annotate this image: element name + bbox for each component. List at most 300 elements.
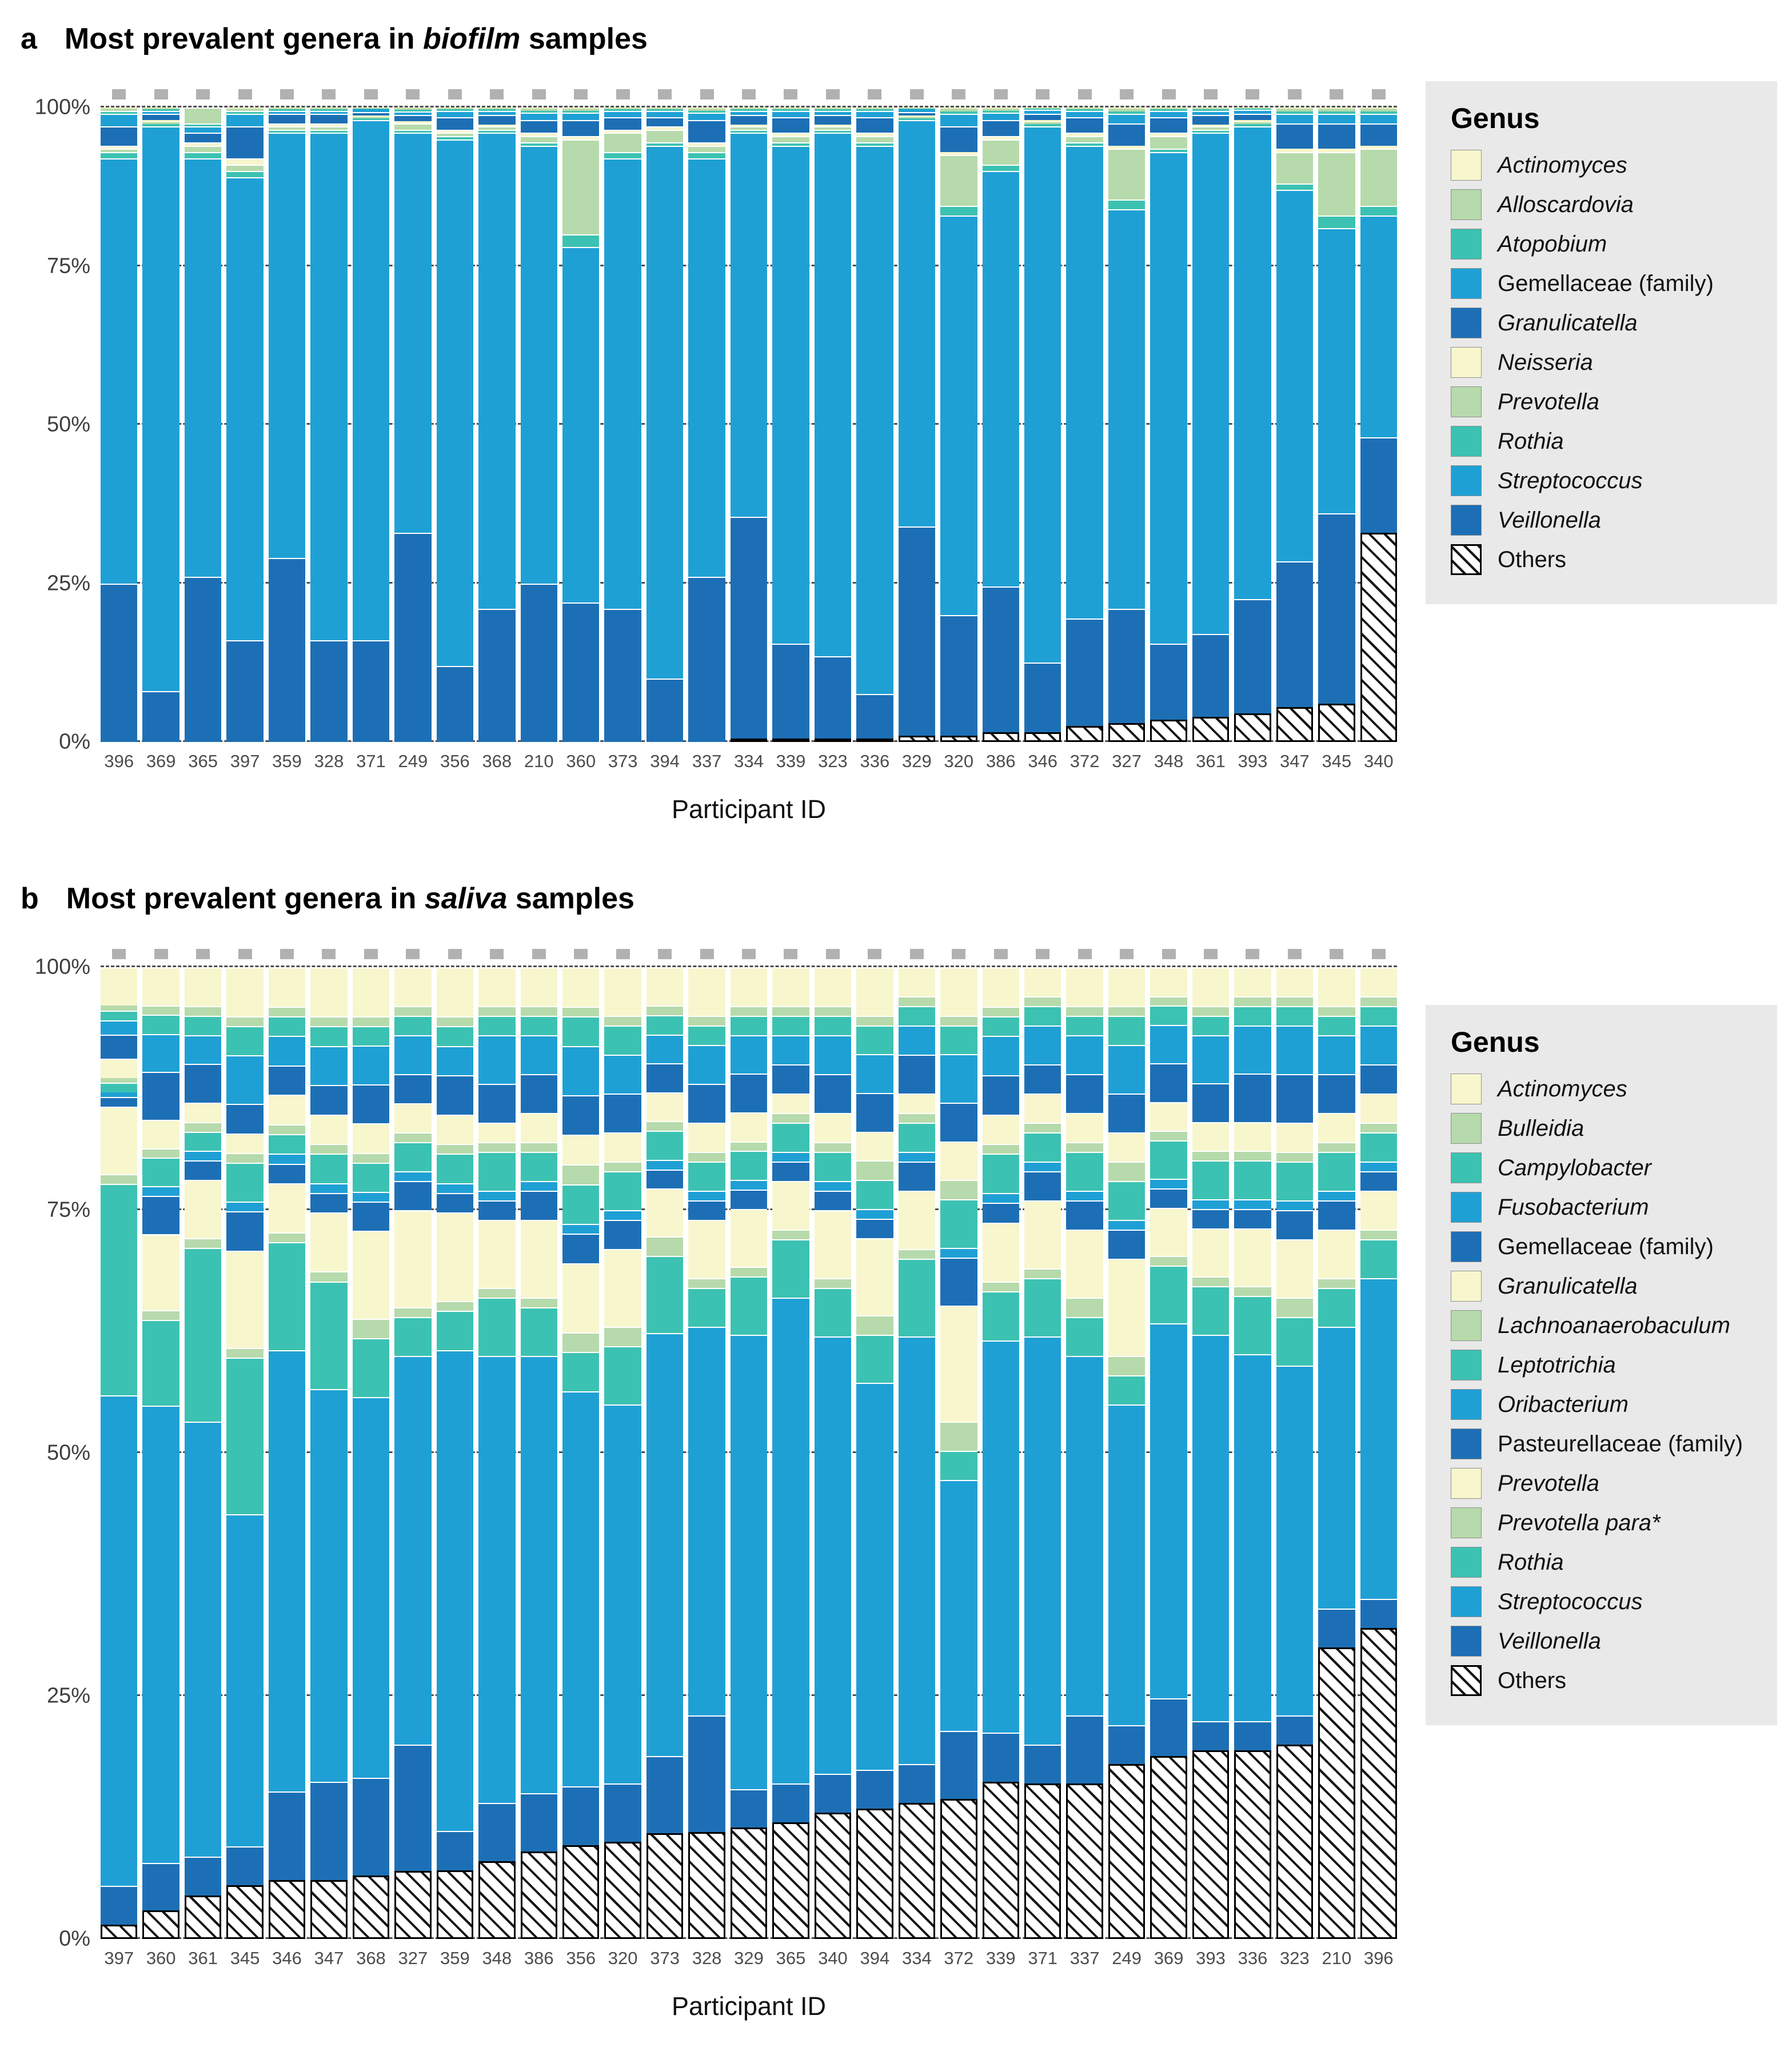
bar-segment <box>899 967 935 996</box>
bar-segment <box>1150 1131 1187 1140</box>
bar-segment <box>731 1112 767 1142</box>
bar-segment <box>1276 1298 1313 1317</box>
bar-segment <box>1234 1209 1271 1228</box>
bar <box>394 967 431 1939</box>
bar-column <box>185 967 221 1939</box>
bar-segment <box>1192 1016 1229 1035</box>
bar-segment <box>1108 1764 1145 1939</box>
bar-segment <box>269 1016 305 1036</box>
bar <box>899 107 935 742</box>
legend-label: Gemellaceae (family) <box>1498 270 1714 296</box>
legend-swatch <box>1451 308 1482 338</box>
bar-segment <box>185 1035 221 1064</box>
bar-segment <box>1066 1016 1103 1035</box>
bar-segment <box>562 247 599 602</box>
bar-segment <box>1108 1259 1145 1356</box>
bar-segment <box>562 120 599 136</box>
x-tick-label: 368 <box>356 1948 386 1968</box>
bar-segment <box>1066 1200 1103 1230</box>
bar-marker <box>1204 949 1218 959</box>
legend-swatch <box>1451 1586 1482 1617</box>
bar-segment <box>394 111 431 115</box>
bar-segment <box>269 1036 305 1066</box>
bar-column <box>604 107 641 742</box>
bar-segment <box>940 155 977 206</box>
legend-item <box>1451 1271 1752 1302</box>
bar-segment <box>899 1006 935 1025</box>
bar-segment <box>437 1115 473 1144</box>
bar-segment <box>1234 967 1271 996</box>
bar-segment <box>185 1016 221 1035</box>
bar <box>815 107 851 742</box>
bar-segment <box>731 115 767 125</box>
bar-segment <box>562 1135 599 1164</box>
bar-segment <box>437 1350 473 1831</box>
bar-segment <box>1066 111 1103 117</box>
legend-item <box>1451 1074 1752 1104</box>
bar-segment <box>688 1278 725 1288</box>
bar-segment <box>772 644 809 739</box>
x-tick-label: 386 <box>985 751 1016 771</box>
bar-segment <box>1066 1035 1103 1074</box>
legend-swatch <box>1451 1468 1482 1499</box>
bar-segment <box>604 1162 641 1171</box>
bar-segment <box>856 117 893 133</box>
legend-item <box>1451 1428 1752 1459</box>
bar-segment <box>353 1026 389 1046</box>
bar-segment <box>856 1054 893 1093</box>
bar-column <box>1360 967 1397 1939</box>
bar <box>1150 107 1187 742</box>
bar-segment <box>142 1234 179 1310</box>
bar-segment <box>437 1311 473 1350</box>
bar-column <box>815 107 851 742</box>
bar-segment <box>1360 1123 1397 1132</box>
bar-segment <box>856 1209 893 1219</box>
bar-segment <box>1066 967 1103 1006</box>
bar-segment <box>856 1238 893 1315</box>
bar-segment <box>437 666 473 742</box>
bar-segment <box>521 146 557 584</box>
bar-segment <box>226 1846 263 1885</box>
bar-column <box>772 107 809 742</box>
x-tick-label: 345 <box>230 1948 260 1968</box>
bar-segment <box>1276 152 1313 184</box>
bar-column <box>1108 967 1145 1939</box>
bar-segment <box>310 967 347 1016</box>
x-tick-label: 359 <box>272 751 302 771</box>
bar-segment <box>353 112 389 116</box>
bar-segment <box>521 120 557 133</box>
legend-label: Leptotrichia <box>1498 1352 1616 1378</box>
bar-segment <box>1150 1756 1187 1939</box>
bar-column <box>226 967 263 1939</box>
legend-swatch <box>1451 386 1482 417</box>
bar-segment <box>856 1016 893 1025</box>
bar-segment <box>394 115 431 121</box>
bar-segment <box>1192 1160 1229 1199</box>
panel-title-part: biofilm <box>422 22 521 55</box>
bar-segment <box>815 1210 851 1278</box>
bar-segment <box>856 1025 893 1055</box>
bar-segment <box>856 136 893 142</box>
bar-marker <box>238 949 252 959</box>
panel-title <box>21 881 1777 916</box>
bar-segment <box>815 1181 851 1191</box>
bar-segment <box>478 1123 515 1142</box>
legend-item <box>1451 229 1752 260</box>
bar-segment <box>983 1016 1019 1036</box>
bar-segment <box>1360 1064 1397 1094</box>
bar-segment <box>353 1084 389 1123</box>
bar-segment <box>353 1192 389 1202</box>
x-tick-label: 329 <box>901 751 932 771</box>
legend-item <box>1451 426 1752 457</box>
bar-segment <box>646 967 683 1005</box>
bar-segment <box>226 177 263 640</box>
bar-segment <box>899 1094 935 1113</box>
bar-segment <box>688 1327 725 1715</box>
bar-marker <box>1288 89 1302 99</box>
bar-segment <box>1066 1152 1103 1191</box>
legend-item <box>1451 268 1752 299</box>
bar-segment <box>940 1799 977 1939</box>
x-tick-label: 396 <box>1363 1948 1394 1968</box>
bar-segment <box>478 1035 515 1084</box>
y-tick-label: 75% <box>46 254 90 278</box>
bar-segment <box>521 1035 557 1074</box>
bar-marker <box>112 89 126 99</box>
panel-saliva <box>15 881 1777 2021</box>
bar-segment <box>688 158 725 577</box>
bar-segment <box>142 1034 179 1072</box>
bar-segment <box>1066 619 1103 727</box>
y-tick-label: 75% <box>46 1198 90 1222</box>
bar-segment <box>185 158 221 577</box>
bar-segment <box>521 1113 557 1142</box>
bar-segment <box>394 1356 431 1745</box>
bar-segment <box>478 1200 515 1220</box>
bar-segment <box>101 1020 137 1035</box>
legend-swatch <box>1451 1350 1482 1380</box>
bar <box>772 967 809 1939</box>
bar-marker <box>826 949 840 959</box>
bar-segment <box>1234 1750 1271 1939</box>
x-tick-label: 356 <box>566 1948 596 1968</box>
bar-segment <box>604 1055 641 1094</box>
bar <box>1234 967 1271 1939</box>
bar-segment <box>101 114 137 126</box>
legend-item <box>1451 347 1752 378</box>
legend-swatch <box>1451 465 1482 496</box>
bar-segment <box>437 1016 473 1026</box>
bar-segment <box>772 117 809 133</box>
bar-segment <box>646 1092 683 1121</box>
legend-item <box>1451 1389 1752 1420</box>
bar-segment <box>940 1258 977 1306</box>
legend-swatch <box>1451 1428 1482 1459</box>
bar-segment <box>185 152 221 158</box>
bar <box>562 967 599 1939</box>
bar-segment <box>856 1770 893 1809</box>
legend-label: Actinomyces <box>1498 152 1627 178</box>
x-tick-label: 320 <box>608 1948 638 1968</box>
bar-column <box>142 967 179 1939</box>
bar-segment <box>478 1191 515 1200</box>
bar-segment <box>142 1186 179 1196</box>
bar-segment <box>1318 152 1355 216</box>
bar-segment <box>1066 136 1103 142</box>
bar-segment <box>688 1152 725 1162</box>
legend-item <box>1451 308 1752 338</box>
bar-segment <box>185 1160 221 1180</box>
legend-label: Others <box>1498 1667 1567 1693</box>
bar-segment <box>226 1153 263 1163</box>
bar-segment <box>310 133 347 640</box>
bar-segment <box>478 1006 515 1016</box>
bar-segment <box>1276 1152 1313 1162</box>
bar-segment <box>353 1231 389 1319</box>
bar-column <box>269 107 305 742</box>
bar-segment <box>1318 114 1355 123</box>
bar-segment <box>1318 228 1355 514</box>
bar-segment <box>1192 111 1229 115</box>
bar-segment <box>269 1066 305 1095</box>
bar-segment <box>604 133 641 151</box>
legend-swatch <box>1451 1152 1482 1183</box>
bar-segment <box>1192 1286 1229 1335</box>
bar-segment <box>226 1026 263 1055</box>
bar-segment <box>1360 533 1397 742</box>
bar-segment <box>185 1180 221 1238</box>
bar-column <box>899 967 935 1939</box>
bar-segment <box>394 533 431 742</box>
bar-marker <box>994 89 1008 99</box>
bar-column <box>940 107 977 742</box>
bar-segment <box>1192 1276 1229 1286</box>
bar-segment <box>940 126 977 151</box>
bar-segment <box>437 1046 473 1076</box>
bar-marker <box>742 949 756 959</box>
x-tick-label: 373 <box>650 1948 680 1968</box>
bar-segment <box>815 1191 851 1210</box>
bar-segment <box>478 1861 515 1939</box>
legend-item <box>1451 189 1752 220</box>
bar-segment <box>521 1298 557 1307</box>
bar-segment <box>1108 1230 1145 1259</box>
bar-segment <box>688 1162 725 1191</box>
bar-segment <box>562 1263 599 1332</box>
bar-segment <box>772 1064 809 1094</box>
bar-segment <box>521 967 557 1006</box>
bar-segment <box>772 1016 809 1035</box>
bar-segment <box>1234 1160 1271 1199</box>
bar-segment <box>815 1142 851 1152</box>
bar <box>437 967 473 1939</box>
bar-segment <box>772 1822 809 1939</box>
bar-segment <box>1192 634 1229 716</box>
bar-segment <box>1024 1123 1061 1132</box>
legend-item <box>1451 1507 1752 1538</box>
bar-segment <box>1318 513 1355 704</box>
x-axis-title: Participant ID <box>671 1992 827 2021</box>
bar-segment <box>899 1055 935 1094</box>
bar-segment <box>983 1203 1019 1222</box>
bar-segment <box>521 1074 557 1113</box>
bar-marker <box>994 949 1008 959</box>
bar <box>604 967 641 1939</box>
bar-segment <box>437 1154 473 1183</box>
bar-segment <box>856 967 893 1016</box>
bar-segment <box>1276 1366 1313 1715</box>
panel-title-part: Most prevalent genera in <box>64 22 423 55</box>
bar-segment <box>983 139 1019 165</box>
legend-item <box>1451 1113 1752 1144</box>
x-tick-label: 386 <box>524 1948 554 1968</box>
bar-segment <box>226 1348 263 1358</box>
bar-segment <box>269 1134 305 1154</box>
bar-segment <box>478 115 515 125</box>
bar-column <box>1192 967 1229 1939</box>
y-tick-label: 25% <box>46 1683 90 1708</box>
bar <box>142 107 179 742</box>
bar-segment <box>1150 111 1187 117</box>
x-tick-label: 210 <box>1322 1948 1352 1968</box>
x-tick-label: 394 <box>650 751 680 771</box>
bar-segment <box>1192 1209 1229 1228</box>
bar-marker <box>658 89 672 99</box>
bar-segment <box>521 584 557 743</box>
bar-segment <box>1360 996 1397 1006</box>
legend-label: Granulicatella <box>1498 1273 1638 1299</box>
bar-marker <box>1162 89 1176 99</box>
bar-marker <box>280 949 294 959</box>
bar-segment <box>226 1211 263 1250</box>
bar-segment <box>437 139 473 666</box>
panel-title-text <box>66 881 634 916</box>
panel-biofilm <box>15 22 1777 824</box>
bar-segment <box>478 111 515 115</box>
bar-segment <box>772 1162 809 1181</box>
x-tick-label: 327 <box>1112 751 1142 771</box>
x-tick-label: 361 <box>188 1948 218 1968</box>
bar-column <box>772 967 809 1939</box>
bar-column <box>646 967 683 1939</box>
bar <box>226 107 263 742</box>
bar-segment <box>646 1131 683 1159</box>
bar-segment <box>1192 1335 1229 1722</box>
bar-segment <box>1066 1191 1103 1200</box>
bar-segment <box>731 1789 767 1828</box>
bar-segment <box>604 1783 641 1842</box>
legend-label: Gemellaceae (family) <box>1498 1234 1714 1259</box>
bar-segment <box>1066 117 1103 133</box>
bar-segment <box>1108 1404 1145 1725</box>
bar-segment <box>815 1006 851 1016</box>
bar-segment <box>772 967 809 1006</box>
bar-segment <box>1234 1228 1271 1286</box>
bar-segment <box>562 1184 599 1224</box>
bar <box>226 967 263 1939</box>
y-tick-label: 50% <box>46 1441 90 1465</box>
bar-segment <box>646 1035 683 1063</box>
bar <box>521 967 557 1939</box>
legend-label: Alloscardovia <box>1498 191 1634 217</box>
bar-segment <box>226 1358 263 1514</box>
bar-segment <box>1360 1171 1397 1191</box>
bar-segment <box>1108 1725 1145 1764</box>
bar-segment <box>1234 1122 1271 1151</box>
x-tick-label: 346 <box>272 1948 302 1968</box>
x-tick-label: 368 <box>482 751 512 771</box>
bar-segment <box>269 558 305 742</box>
x-tick-label: 339 <box>985 1948 1016 1968</box>
bar-segment <box>815 1074 851 1113</box>
bar-segment <box>310 1183 347 1193</box>
bar-segment <box>353 1163 389 1192</box>
bar-segment <box>310 1193 347 1212</box>
bar <box>1276 107 1313 742</box>
bar-column <box>983 967 1019 1939</box>
bar-segment <box>437 1212 473 1301</box>
bar-marker <box>490 89 504 99</box>
bar-segment <box>142 1148 179 1158</box>
bar-marker <box>1036 89 1049 99</box>
bar-segment <box>646 111 683 117</box>
bar-segment <box>1192 1083 1229 1122</box>
bar-segment <box>1108 723 1145 742</box>
bar-segment <box>899 1249 935 1259</box>
bar-marker <box>532 949 546 959</box>
bar <box>1150 967 1187 1939</box>
bar-column <box>1360 107 1397 742</box>
bar-segment <box>604 1346 641 1404</box>
bar-segment <box>1150 996 1187 1006</box>
bar-segment <box>562 1352 599 1391</box>
bar-segment <box>185 1151 221 1160</box>
bar-column <box>1234 967 1271 1939</box>
bar <box>478 107 515 742</box>
bar-segment <box>521 1142 557 1152</box>
bar-segment <box>1150 152 1187 644</box>
bar-segment <box>142 967 179 1005</box>
bar-segment <box>1318 1016 1355 1035</box>
panel-title-part: Most prevalent genera in <box>66 882 425 915</box>
bar-segment <box>101 1184 137 1395</box>
bar-segment <box>562 1234 599 1263</box>
x-tick-label: 249 <box>1112 1948 1142 1968</box>
bar-segment <box>185 1422 221 1857</box>
bar-segment <box>899 526 935 736</box>
bar <box>521 107 557 742</box>
bar-segment <box>731 1016 767 1035</box>
bar-segment <box>1024 1268 1061 1278</box>
bar-segment <box>646 130 683 142</box>
bar-segment <box>1318 1647 1355 1939</box>
bar-segment <box>731 517 767 739</box>
bar-column <box>1318 967 1355 1939</box>
bar-segment <box>646 1005 683 1015</box>
bar-marker <box>616 89 630 99</box>
bar-segment <box>353 120 389 640</box>
bar-segment <box>1234 1025 1271 1074</box>
bar-segment <box>353 1123 389 1152</box>
bar-segment <box>101 158 137 584</box>
bar-segment <box>940 114 977 126</box>
bars <box>101 967 1397 1939</box>
bar-segment <box>142 1015 179 1034</box>
bar-column <box>437 967 473 1939</box>
